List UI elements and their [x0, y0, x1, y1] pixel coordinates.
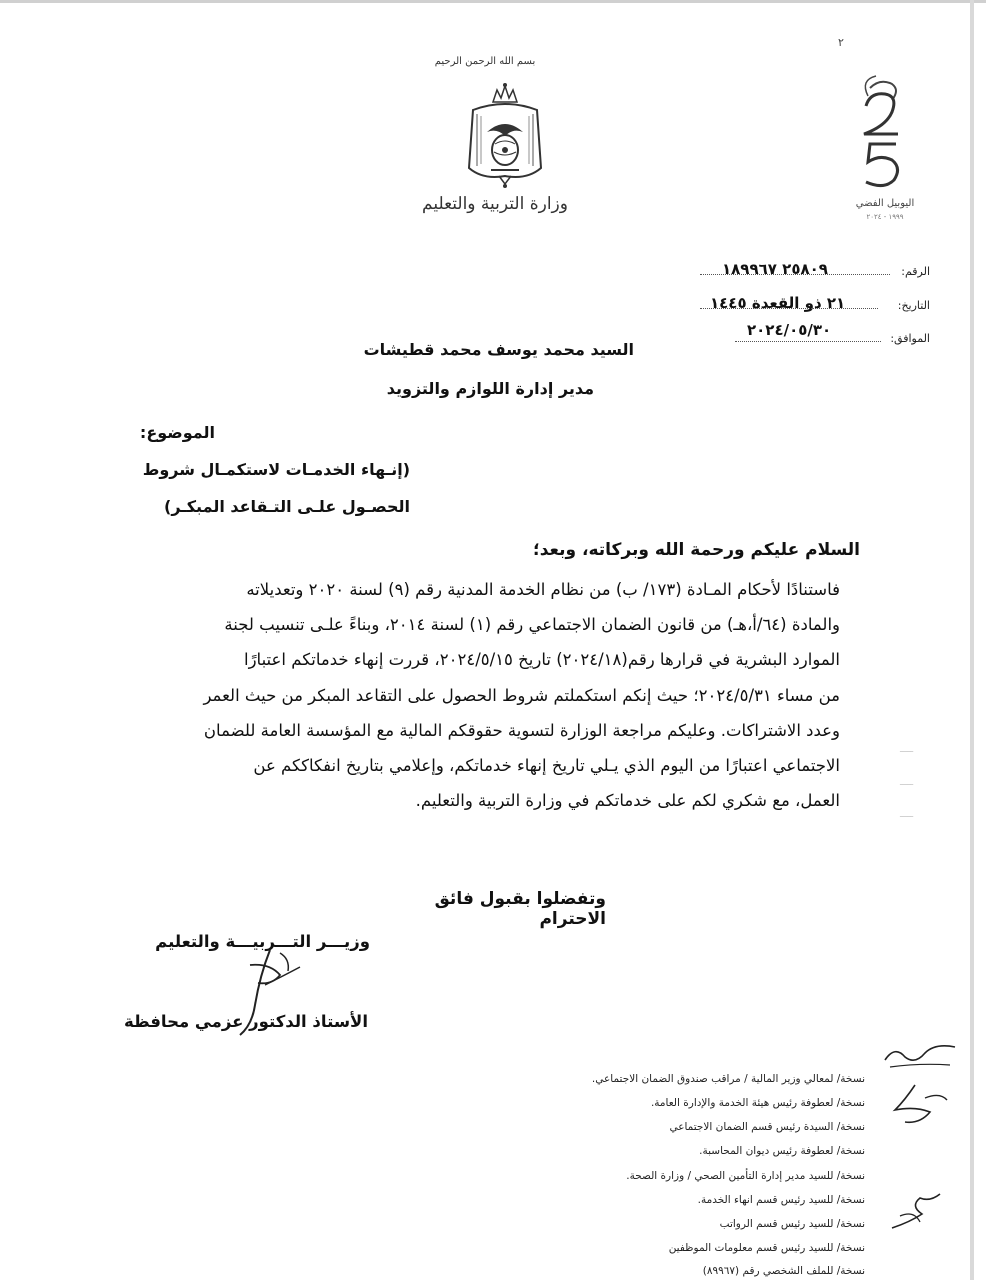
subject-label: الموضوع: — [139, 423, 215, 442]
gregorian-date-value: ٢٠٢٤/٠٥/٣٠ — [747, 321, 832, 339]
copy-item: نسخة/ لعطوفة رئيس هيئة الخدمة والإدارة العامة. — [650, 1097, 865, 1109]
signatory-name: الأستاذ الدكتور عزمي محافظة — [124, 1012, 368, 1031]
body-line: الموارد البشرية في قرارها رقم(٢٠٢٤/١٨) تاريخ ٢٠٢٤/٥/١٥، قررت إنهاء خدماتكم اعتبارًا — [244, 650, 840, 670]
margin-initial-mark — [880, 1188, 955, 1238]
letter-body — [118, 572, 840, 818]
signatory-title: وزيـــر التـــربيـــة والتعليم — [155, 932, 370, 951]
greeting: السلام عليكم ورحمة الله وبركاته، وبعد؛ — [532, 540, 860, 560]
silver-jubilee-25-logo — [840, 70, 930, 225]
bleed-through-mark: ـــــ — [900, 778, 914, 788]
scan-right-edge — [970, 0, 974, 1280]
gregorian-date-row — [735, 321, 930, 347]
body-line: العمل، مع شكري لكم على خدماتكم في وزارة التربية والتعليم. — [415, 791, 840, 811]
bleed-through-mark: ـــــ — [900, 810, 914, 820]
hijri-date-value: ٢١ ذو القعدة ١٤٤٥ — [710, 294, 846, 312]
body-line: من مساء ٢٠٢٤/٥/٣١؛ حيث إنكم استكملتم شروط الحصول على التقاعد المبكر من حيث العمر — [203, 685, 840, 705]
copy-item: نسخة/ للملف الشخصي رقم (٨٩٩٦٧) — [702, 1265, 865, 1277]
recipient-name: السيد محمد يوسف محمد قطيشات — [363, 340, 634, 359]
subject-line-2: الحصـول علـى التـقاعد المبكـر) — [164, 497, 410, 516]
copy-item: نسخة/ للسيد مدير إدارة التأمين الصحي / وزارة الصحة. — [626, 1170, 865, 1182]
reference-number-row — [700, 260, 930, 280]
margin-initial-mark — [880, 1035, 960, 1075]
jordan-coat-of-arms-icon — [455, 80, 555, 190]
copy-item: نسخة/ للسيد رئيس قسم معلومات الموظفين — [668, 1242, 865, 1254]
reference-number-dots — [700, 274, 890, 275]
bleed-through-mark: ـــــ — [900, 745, 914, 755]
reference-number-value: ٢٥٨٠٩ ١٨٩٩٦٧ — [722, 260, 828, 278]
basmala: بسم الله الرحمن الرحيم — [434, 56, 536, 67]
hijri-date-row — [700, 294, 930, 314]
body-line: الاجتماعي اعتبارًا من اليوم الذي يـلي تاريخ إنهاء خدماتكم، وإعلامي بتاريخ انفكاككم عن — [253, 756, 840, 776]
reference-number-label: الرقم: — [901, 265, 930, 278]
subject-line-1: (إنـهاء الخدمـات لاستكمـال شروط — [142, 460, 410, 479]
copy-item: نسخة/ السيدة رئيس قسم الضمان الاجتماعي — [669, 1121, 865, 1133]
copy-item: نسخة/ للسيد رئيس قسم انهاء الخدمة. — [697, 1194, 865, 1206]
gregorian-date-dots — [735, 341, 881, 342]
copy-item: نسخة/ لمعالي وزير المالية / مراقب صندوق الضمان الاجتماعي. — [591, 1073, 865, 1085]
hijri-date-label: التاريخ: — [897, 299, 930, 312]
minister-signature — [210, 945, 320, 1040]
body-line: فاستنادًا لأحكام المـادة (١٧٣/ ب) من نظام الخدمة المدنية رقم (٩) لسنة ٢٠٢٠ وتعديلاته — [246, 580, 840, 599]
gregorian-date-label: الموافق: — [890, 332, 930, 345]
corner-mark: ٢ — [838, 36, 844, 49]
hijri-date-dots — [700, 308, 878, 309]
body-line: والمادة (٦٤/أ،هـ) من قانون الضمان الاجتماعي رقم (١) لسنة ٢٠١٤، وبناءً علـى تنسيب لجنة — [224, 615, 840, 635]
margin-initial-mark — [885, 1080, 955, 1130]
copy-item: نسخة/ لعطوفة رئيس ديوان المحاسبة. — [699, 1145, 865, 1157]
scan-top-edge — [0, 0, 986, 3]
jubilee-text: اليوبيل الفضي — [855, 198, 915, 209]
closing-line: وتفضلوا بقبول فائق الاحترام — [434, 889, 606, 929]
body-line: وعدد الاشتراكات. وعليكم مراجعة الوزارة لتسوية حقوقكم المالية مع المؤسسة العامة للضمان — [203, 720, 840, 740]
recipient-title: مدير إدارة اللوازم والتزويد — [386, 379, 594, 398]
copy-item: نسخة/ للسيد رئيس قسم الرواتب — [719, 1218, 865, 1230]
ministry-name: وزارة التربية والتعليم — [422, 194, 568, 214]
jubilee-years: ١٩٩٩ - ٢٠٢٤ — [866, 213, 904, 221]
